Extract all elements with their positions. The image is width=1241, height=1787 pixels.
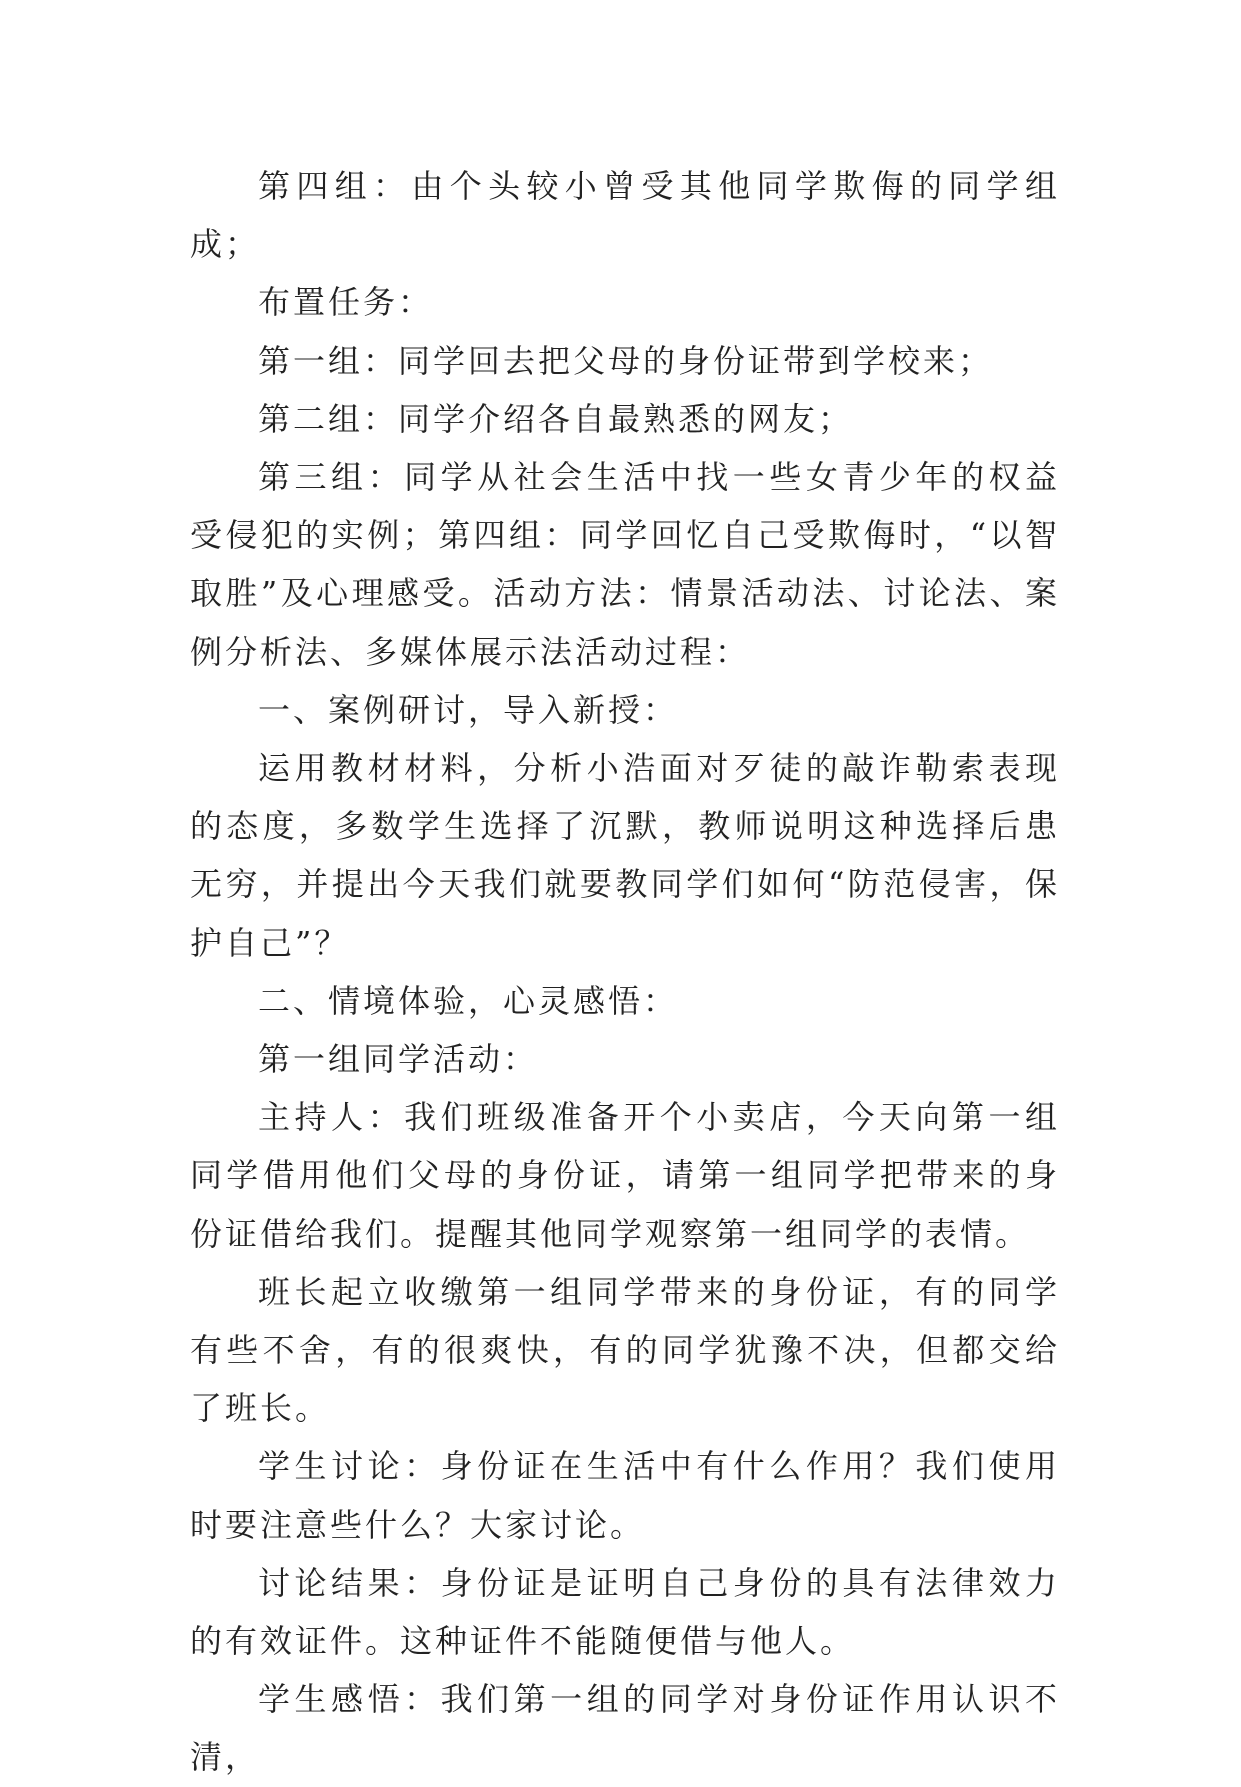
body-text bbox=[190, 157, 1060, 1787]
paragraph-monitor-collects: 班长起立收缴第一组同学带来的身份证，有的同学有些不舍，有的很爽快，有的同学犹豫不决，但都交给了班长。 bbox=[190, 1272, 1060, 1428]
paragraph-discussion-result: 讨论结果：身份证是证明自己身份的具有法律效力的有效证件。这种证件不能随便借与他人。 bbox=[190, 1563, 1060, 1661]
paragraph-group1-task: 第一组：同学回去把父母的身份证带到学校来； bbox=[258, 341, 994, 380]
paragraph-student-discussion: 学生讨论：身份证在生活中有什么作用？我们使用时要注意些什么？大家讨论。 bbox=[190, 1447, 1060, 1544]
paragraph-assign-tasks: 布置任务： bbox=[258, 283, 434, 322]
section-heading-case-study: 一、案例研讨，导入新授： bbox=[258, 690, 679, 729]
paragraph-host-speech: 主持人：我们班级准备开个小卖店，今天向第一组同学借用他们父母的身份证，请第一组同学把带来的身份证借给我们。提醒其他同学观察第一组同学的表情。 bbox=[190, 1098, 1060, 1253]
paragraph-group3-group4-methods: 第三组：同学从社会生活中找一些女青少年的权益受侵犯的实例；第四组：同学回忆自己受欺侮时，“以智取胜”及心理感受。活动方法：情景活动法、讨论法、案例分析法、多媒体展示法活动过程： bbox=[190, 458, 1060, 671]
paragraph-student-reflection: 学生感悟：我们第一组的同学对身份证作用认识不清， bbox=[190, 1680, 1060, 1777]
paragraph-group1-activity: 第一组同学活动： bbox=[258, 1040, 539, 1079]
paragraph-group2-task: 第二组：同学介绍各自最熟悉的网友； bbox=[258, 399, 854, 438]
section-heading-scenario-experience: 二、情境体验，心灵感悟： bbox=[258, 981, 679, 1020]
paragraph-group4-composition: 第四组：由个头较小曾受其他同学欺侮的同学组成； bbox=[190, 167, 1060, 264]
paragraph-case-analysis: 运用教材材料，分析小浩面对歹徒的敲诈勒索表现的态度，多数学生选择了沉默，教师说明这种选择后患无穷，并提出今天我们就要教同学们如何“防范侵害，保护自己”？ bbox=[190, 749, 1060, 962]
